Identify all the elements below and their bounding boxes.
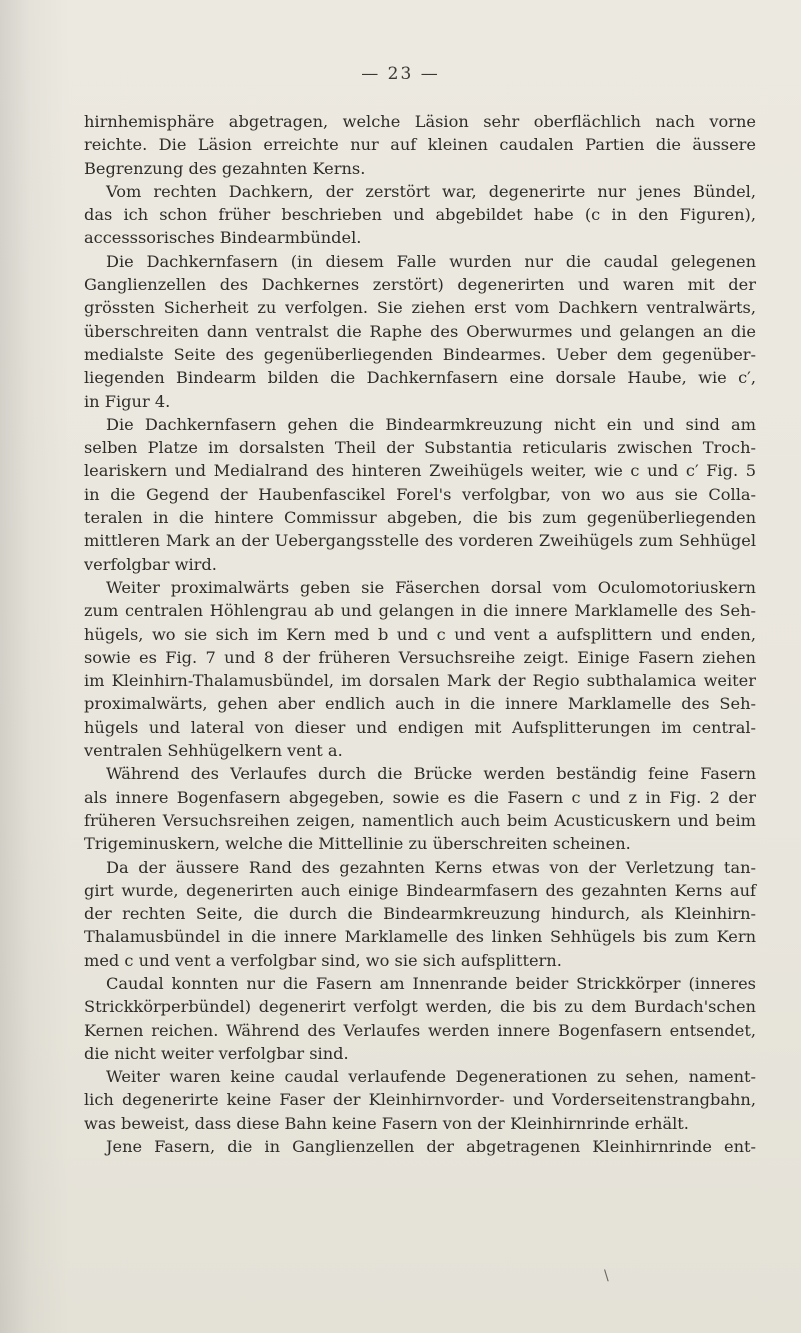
text-line: die nicht weiter verfolgbar sind. [84,1043,349,1063]
text-line: lich degenerirte keine Faser der Kleinhirnvorder- und Vorderseitenstrangbahn, [84,1090,756,1110]
text-line: verfolgbar wird. [84,554,217,574]
text-line: überschreiten dann ventralst die Raphe des Oberwurmes und gelangen an die [84,321,756,341]
text-line: accesssorisches Bindearmbündel. [84,228,362,248]
stray-mark: \ [604,1268,609,1284]
text-line: sowie es Fig. 7 und 8 der früheren Versuchsreihe zeigt. Einige Fasern ziehen [84,647,756,667]
text-line: Thalamusbündel in die innere Marklamelle des linken Sehhügels bis zum Kern [84,927,756,947]
text-line: Weiter proximalwärts geben sie Fäserchen dorsal vom Oculomotoriuskern [106,577,756,597]
text-line: Vom rechten Dachkern, der zerstört war, degenerirte nur jenes Bündel, [106,181,756,201]
text-line: Kernen reichen. Während des Verlaufes werden innere Bogenfasern entsendet, [84,1020,756,1040]
text-line: mittleren Mark an der Uebergangsstelle des vorderen Zweihügels zum Sehhügel [84,531,756,551]
text-line: hügels, wo sie sich im Kern med b und c und vent a aufsplittern und enden, [84,624,756,644]
text-line: teralen in die hintere Commissur abgeben, die bis zum gegenüberliegenden [84,508,756,528]
text-line: als innere Bogenfasern abgegeben, sowie es die Fasern c und z in Fig. 2 der [84,787,756,807]
text-line: früheren Versuchsreihen zeigen, namentlich auch beim Acusticuskern und beim [84,810,756,830]
text-line: Während des Verlaufes durch die Brücke werden beständig feine Fasern [106,764,756,784]
text-line: ventralen Sehhügelkern vent a. [84,741,343,761]
text-line: Jene Fasern, die in Ganglienzellen der abgetragenen Kleinhirnrinde ent- [106,1137,756,1157]
text-line: medialste Seite des gegenüberliegenden Bindearmes. Ueber dem gegenüber- [84,344,756,364]
text-line: Weiter waren keine caudal verlaufende Degenerationen zu sehen, nament- [106,1067,756,1087]
text-line: Strickkörperbündel) degenerirt verfolgt werden, die bis zu dem Burdach'schen [84,997,756,1017]
text-line: Die Dachkernfasern gehen die Bindearmkreuzung nicht ein und sind am [106,414,756,434]
text-line: Begrenzung des gezahnten Kerns. [84,158,366,178]
text-line: Trigeminuskern, welche die Mittellinie zu überschreiten scheinen. [84,834,631,854]
text-line: girt wurde, degenerirten auch einige Bindearmfasern des gezahnten Kerns auf [84,880,756,900]
text-line: das ich schon früher beschrieben und abgebildet habe (c in den Figuren), [84,205,756,225]
text-line: med c und vent a verfolgbar sind, wo sie sich aufsplittern. [84,950,562,970]
text-line: hirnhemisphäre abgetragen, welche Läsion sehr oberflächlich nach vorne [84,112,756,131]
text-line: hügels und lateral von dieser und endigen mit Aufsplitterungen im central- [84,717,756,737]
page-number: — 23 — [361,64,440,84]
text-line: Caudal konnten nur die Fasern am Innenrande beider Strickkörper (inneres [106,973,756,993]
text-line: in Figur 4. [84,391,171,411]
body-text [84,110,756,1158]
text-line: zum centralen Höhlengrau ab und gelangen in die innere Marklamelle des Seh- [84,601,756,621]
text-line: der rechten Seite, die durch die Bindearmkreuzung hindurch, als Kleinhirn- [84,904,756,924]
text-line: was beweist, dass diese Bahn keine Fasern von der Kleinhirnrinde erhält. [84,1113,689,1133]
text-line: Ganglienzellen des Dachkernes zerstört) degenerirten und waren mit der [84,275,756,295]
text-line: in die Gegend der Haubenfascikel Forel's verfolgbar, von wo aus sie Colla- [84,484,756,504]
text-line: proximalwärts, gehen aber endlich auch in die innere Marklamelle des Seh- [84,694,756,714]
text-line: liegenden Bindearm bilden die Dachkernfasern eine dorsale Haube, wie c′, [84,368,756,388]
text-line: im Kleinhirn-Thalamusbündel, im dorsalen Mark der Regio subthalamica weiter [84,671,756,691]
text-line: selben Platze im dorsalsten Theil der Substantia reticularis zwischen Troch- [84,438,756,458]
text-line: Da der äussere Rand des gezahnten Kerns etwas von der Verletzung tan- [106,857,756,877]
text-line: reichte. Die Läsion erreichte nur auf kleinen caudalen Partien die äussere [84,135,756,155]
text-line: leariskern und Medialrand des hinteren Zweihügels weiter, wie c und c′ Fig. 5 [84,461,756,481]
text-line: Die Dachkernfasern (in diesem Falle wurden nur die caudal gelegenen [106,251,756,271]
text-line: grössten Sicherheit zu verfolgen. Sie ziehen erst vom Dachkern ventralwärts, [84,298,756,318]
